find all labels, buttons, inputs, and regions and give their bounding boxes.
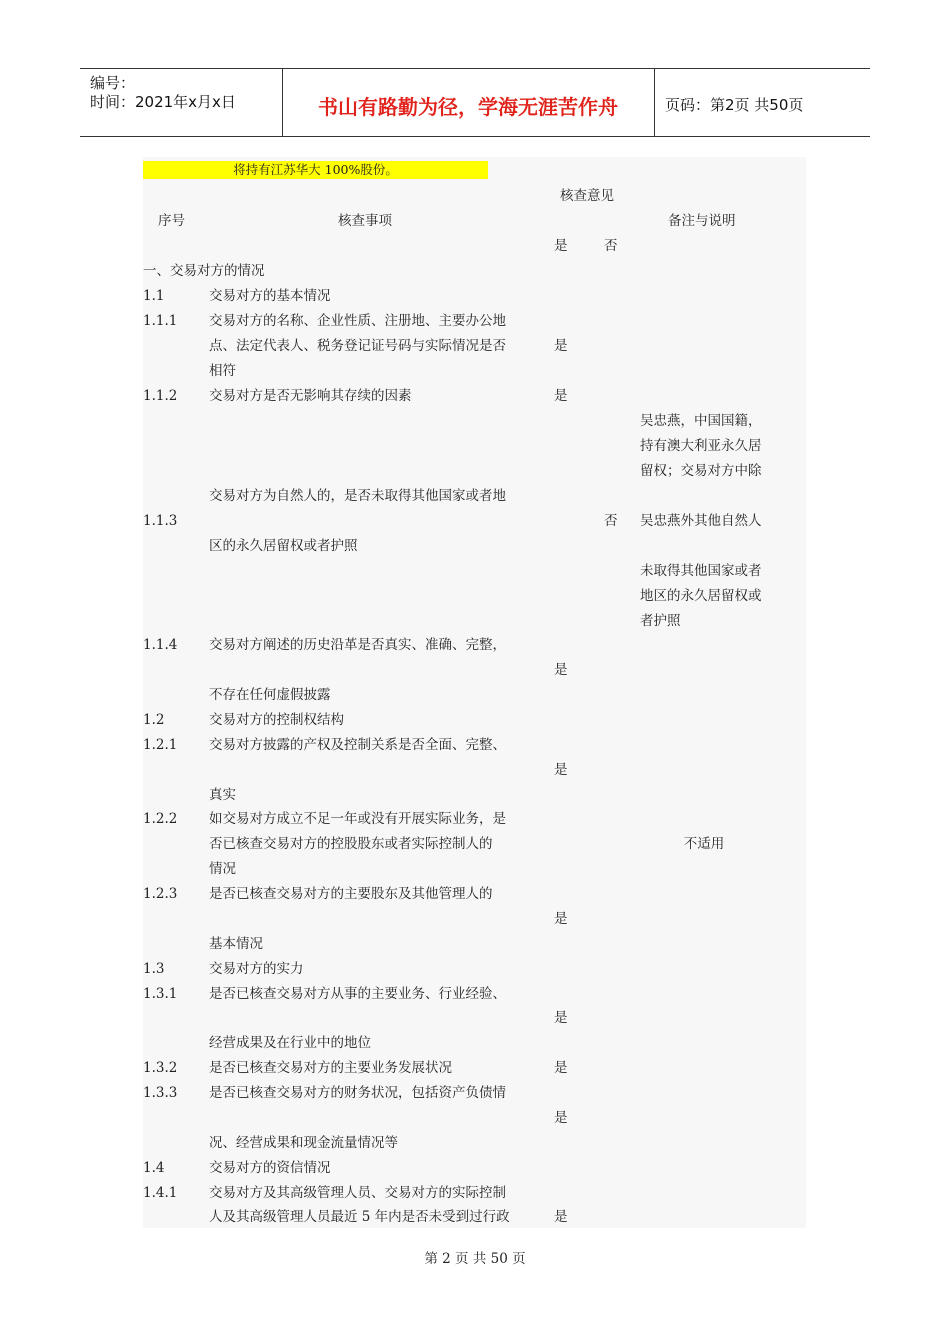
row-number: 1.2.2 [143, 811, 178, 827]
row-number: 1.3.3 [143, 1085, 178, 1101]
row-number: 1.2.3 [143, 886, 178, 902]
page-footer: 第 2 页 共 50 页 [424, 1251, 526, 1267]
yes-mark: 是 [554, 338, 568, 354]
remark-header: 备注与说明 [668, 213, 736, 229]
header-divider [654, 69, 655, 136]
yes-header: 是 [554, 238, 568, 254]
row-text: 真实 [209, 787, 236, 803]
row-number: 1.2 [143, 712, 165, 728]
row-text: 交易对方的实力 [209, 961, 304, 977]
row-number: 1.2.1 [143, 737, 178, 753]
yes-mark: 是 [554, 1010, 568, 1026]
row-text: 交易对方的资信情况 [209, 1160, 331, 1176]
remark-line: 留权；交易对方中除 [640, 463, 762, 479]
row-text: 否已核查交易对方的控股股东或者实际控制人的 [209, 836, 493, 852]
row-number: 1.3.1 [143, 986, 178, 1002]
row-text: 交易对方及其高级管理人员、交易对方的实际控制 [209, 1185, 506, 1201]
number-label: 编号： [90, 74, 136, 92]
row-text: 交易对方披露的产权及控制关系是否全面、完整、 [209, 737, 506, 753]
remark-line: 持有澳大利亚永久居 [640, 438, 762, 454]
row-text: 基本情况 [209, 936, 263, 952]
row-text: 区的永久居留权或者护照 [209, 538, 358, 554]
yes-mark: 是 [554, 762, 568, 778]
no-mark: 否 [604, 513, 618, 529]
row-number: 1.1.2 [143, 388, 178, 404]
row-text: 交易对方阐述的历史沿革是否真实、准确、完整， [209, 637, 506, 653]
row-number: 1.1.1 [143, 313, 178, 329]
row-number: 1.1.4 [143, 637, 178, 653]
row-text: 况、经营成果和现金流量情况等 [209, 1135, 398, 1151]
yes-mark: 是 [554, 911, 568, 927]
time-label: 时间：2021年x月x日 [90, 93, 236, 111]
seq-header: 序号 [158, 213, 185, 229]
row-text: 人及其高级管理人员最近 5 年内是否未受到过行政 [209, 1209, 510, 1225]
row-text: 情况 [209, 861, 236, 877]
item-header: 核查事项 [338, 213, 392, 229]
yes-mark: 是 [554, 1209, 568, 1225]
row-text: 是否已核查交易对方的主要业务发展状况 [209, 1060, 452, 1076]
row-text: 交易对方为自然人的，是否未取得其他国家或者地 [209, 488, 506, 504]
section-title: 一、交易对方的情况 [143, 263, 265, 279]
row-text: 交易对方是否无影响其存续的因素 [209, 388, 412, 404]
row-text: 交易对方的基本情况 [209, 288, 331, 304]
yes-mark: 是 [554, 388, 568, 404]
remark-line: 未取得其他国家或者 [640, 563, 762, 579]
remark-line: 吴忠燕外其他自然人 [640, 513, 762, 529]
yes-mark: 是 [554, 662, 568, 678]
row-text: 交易对方的名称、企业性质、注册地、主要办公地 [209, 313, 506, 329]
yes-mark: 是 [554, 1110, 568, 1126]
row-text: 经营成果及在行业中的地位 [209, 1035, 371, 1051]
page-info: 页码：第2页 共50页 [665, 96, 804, 114]
row-text: 点、法定代表人、税务登记证号码与实际情况是否 [209, 338, 506, 354]
row-text: 是否已核查交易对方的主要股东及其他管理人的 [209, 886, 493, 902]
row-number: 1.4.1 [143, 1185, 178, 1201]
row-number: 1.3.2 [143, 1060, 178, 1076]
row-text: 是否已核查交易对方从事的主要业务、行业经验、 [209, 986, 506, 1002]
row-text: 相符 [209, 363, 236, 379]
row-number: 1.3 [143, 961, 165, 977]
row-text: 不存在任何虚假披露 [209, 687, 331, 703]
header-motto: 书山有路勤为径，学海无涯苦作舟 [318, 95, 618, 119]
page-header [80, 68, 870, 137]
row-text: 如交易对方成立不足一年或没有开展实际业务，是 [209, 811, 506, 827]
row-number: 1.4 [143, 1160, 165, 1176]
remark-line: 者护照 [640, 613, 681, 629]
yes-mark: 是 [554, 1060, 568, 1076]
remark-line: 地区的永久居留权或 [640, 588, 762, 604]
no-header: 否 [604, 238, 618, 254]
opinion-header: 核查意见 [560, 188, 614, 204]
remark-not-applicable: 不适用 [683, 836, 725, 852]
row-number: 1.1.3 [143, 513, 178, 529]
row-text: 交易对方的控制权结构 [209, 712, 344, 728]
remark-line: 吴忠燕，中国国籍， [640, 413, 762, 429]
row-number: 1.1 [143, 288, 165, 304]
row-text: 是否已核查交易对方的财务状况，包括资产负债情 [209, 1085, 506, 1101]
highlighted-text: 将持有江苏华大 100%股份。 [143, 161, 488, 179]
